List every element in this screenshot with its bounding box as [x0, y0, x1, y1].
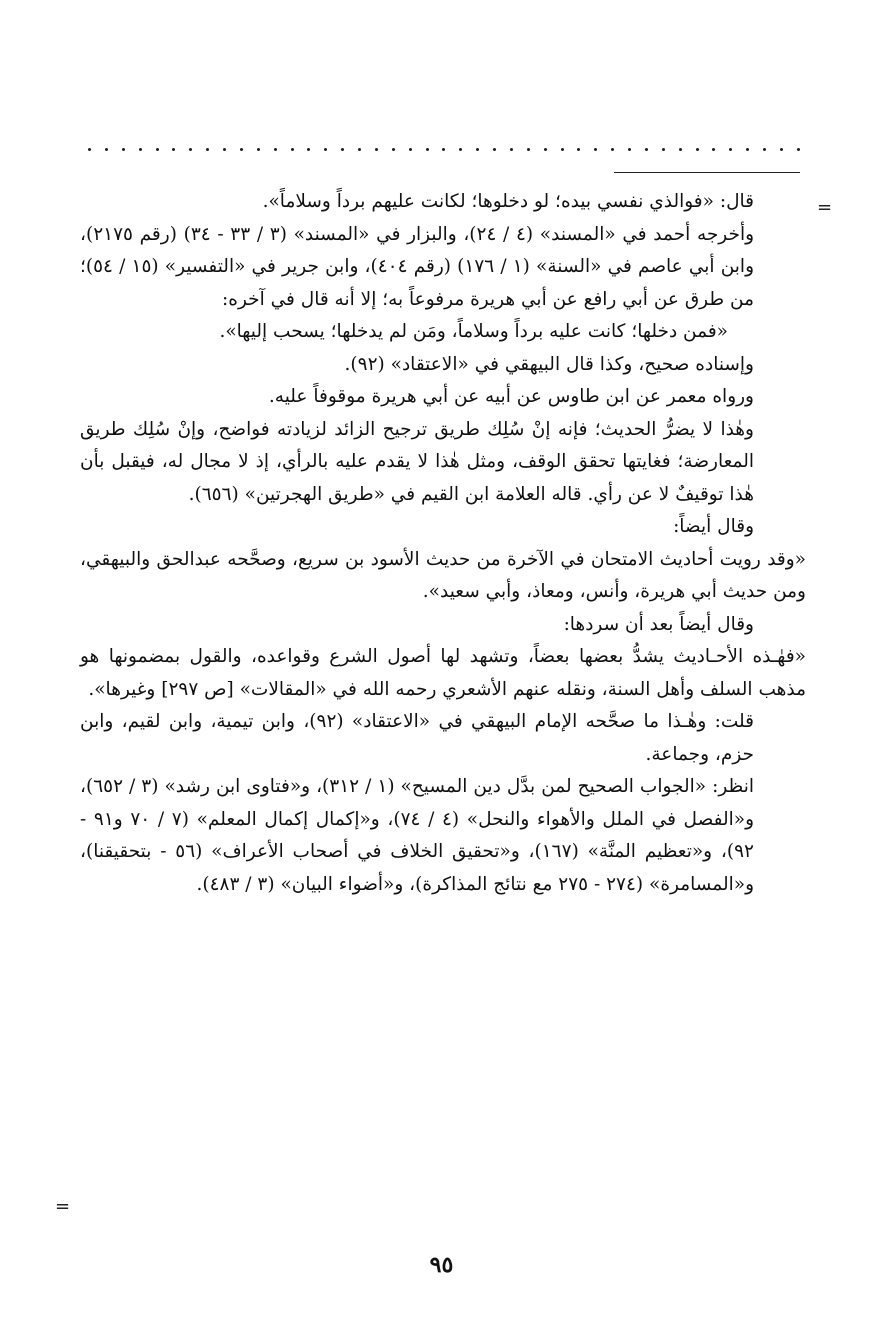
separator-dot [122, 148, 125, 151]
separator-dot [324, 148, 327, 151]
separator-dot [628, 148, 631, 151]
dotted-separator [88, 142, 800, 156]
separator-dot [442, 148, 445, 151]
continuation-mark-top: = [817, 197, 833, 218]
separator-dot [679, 148, 682, 151]
continuation-mark-bottom: = [55, 1196, 71, 1217]
paragraph-11: قلت: وهٰـذا ما صحَّحه الإمام البيهقي في «الاعتقاد» (٩٢)، وابن تيمية، وابن لقيم، وابن حزم، وجماعة. [80, 711, 754, 765]
paragraph-5: ورواه معمر عن ابن طاوس عن أبيه عن أبي هريرة موقوفاً عليه. [268, 386, 754, 407]
separator-dot [780, 148, 783, 151]
separator-dot [746, 148, 749, 151]
separator-dot [577, 148, 580, 151]
paragraph-2: وأخرجه أحمد في «المسند» (٤ / ٢٤)، والبزار في «المسند» (٣ / ٣٣ - ٣٤) (رقم ٢١٧٥)، وابن أبي عاصم في «السنة» (١ / ١٧٦) (رقم ٤٠٤)، وابن جرير في «التفسير» (١٥ / ٥٤)؛ من طرق عن أبي رافع عن أبي هريرة مرفوعاً به؛ إلا أنه قال في آخره: [80, 223, 755, 310]
separator-dot [341, 148, 344, 151]
separator-dot [712, 148, 715, 151]
separator-dot [729, 148, 732, 151]
separator-dot [223, 148, 226, 151]
separator-dot [375, 148, 378, 151]
separator-dot [510, 148, 513, 151]
separator-dot [594, 148, 597, 151]
separator-dot [763, 148, 766, 151]
separator-dot [189, 148, 192, 151]
separator-dot [240, 148, 243, 151]
footnote-text [80, 186, 806, 901]
separator-dot [611, 148, 614, 151]
separator-dot [459, 148, 462, 151]
paragraph-6: وهٰذا لا يضرُّ الحديث؛ فإنه إنْ سُلِك طريق ترجيح الزائد لزيادته فواضح، وإنْ سُلِك طريق المعارضة؛ فغايتها تحقق الوقف، ومثل هٰذا لا يقدم عليه بالرأي، إذ لا مجال له، فيقبل بأن هٰذا توقيفٌ لا عن رأي. قاله العلامة ابن القيم في «طريق الهجرتين» (٦٥٦). [80, 418, 754, 505]
separator-dot [662, 148, 665, 151]
separator-dot [139, 148, 142, 151]
separator-dot [156, 148, 159, 151]
separator-dot [493, 148, 496, 151]
paragraph-12: انظر: «الجواب الصحيح لمن بدَّل دين المسيح» (١ / ٣١٢)، و«فتاوى ابن رشد» (٣ / ٦٥٢)، و«الفصل في الملل والأهواء والنحل» (٤ / ٧٤)، و«إكمال إكمال المعلم» (٧ / ٧٠ و٩١ - ٩٢)، و«تعظيم المنَّة» (١٦٧)، و«تحقيق الخلاف في أصحاب الأعراف» (٥٦ - بتحقيقنا)، و«المسامرة» (٢٧٤ - ٢٧٥ مع نتائج المذاكرة)، و«أضواء البيان» (٣ / ٤٨٣). [80, 776, 755, 895]
separator-dot [696, 148, 699, 151]
separator-dot [561, 148, 564, 151]
separator-dot [88, 148, 91, 151]
separator-dot [105, 148, 108, 151]
separator-dot [426, 148, 429, 151]
separator-dot [409, 148, 412, 151]
separator-dot [527, 148, 530, 151]
separator-dot [544, 148, 547, 151]
separator-dot [307, 148, 310, 151]
paragraph-9: وقال أيضاً بعد أن سردها: [563, 613, 754, 635]
separator-dot [645, 148, 648, 151]
separator-dot [476, 148, 479, 151]
separator-dot [358, 148, 361, 151]
paragraph-8: «وقد رويت أحاديث الامتحان في الآخرة من حديث الأسود بن سريع، وصحَّحه عبدالحق والبيهقي، ومن حديث أبي هريرة، وأنس، ومعاذ، وأبي سعيد». [80, 548, 806, 602]
paragraph-4: وإسناده صحيح، وكذا قال البيهقي في «الاعتقاد» (٩٢). [344, 353, 754, 375]
separator-dot [797, 148, 800, 151]
separator-dot [257, 148, 260, 151]
separator-dot [291, 148, 294, 151]
separator-dot [392, 148, 395, 151]
paragraph-1: قال: «فوالذي نفسي بيده؛ لو دخلوها؛ لكانت عليهم برداً وسلاماً». [262, 191, 754, 212]
separator-dot [172, 148, 175, 151]
separator-dot [274, 148, 277, 151]
separator-dot [206, 148, 209, 151]
paragraph-10: «فهٰـذه الأحـاديث يشدُّ بعضها بعضاً، وتشهد لها أصول الشرع وقواعده، والقول بمضمونها هو مذهب السلف وأهل السنة، ونقله عنهم الأشعري رحمه الله في «المقالات» [ص ٢٩٧] وغيرها». [80, 646, 806, 700]
footnote-rule [614, 172, 800, 173]
page-number: ٩٥ [429, 1252, 454, 1278]
paragraph-3: «فمن دخلها؛ كانت عليه برداً وسلاماً، ومَن لم يدخلها؛ يسحب إليها». [219, 321, 728, 342]
paragraph-7: وقال أيضاً: [673, 516, 754, 537]
